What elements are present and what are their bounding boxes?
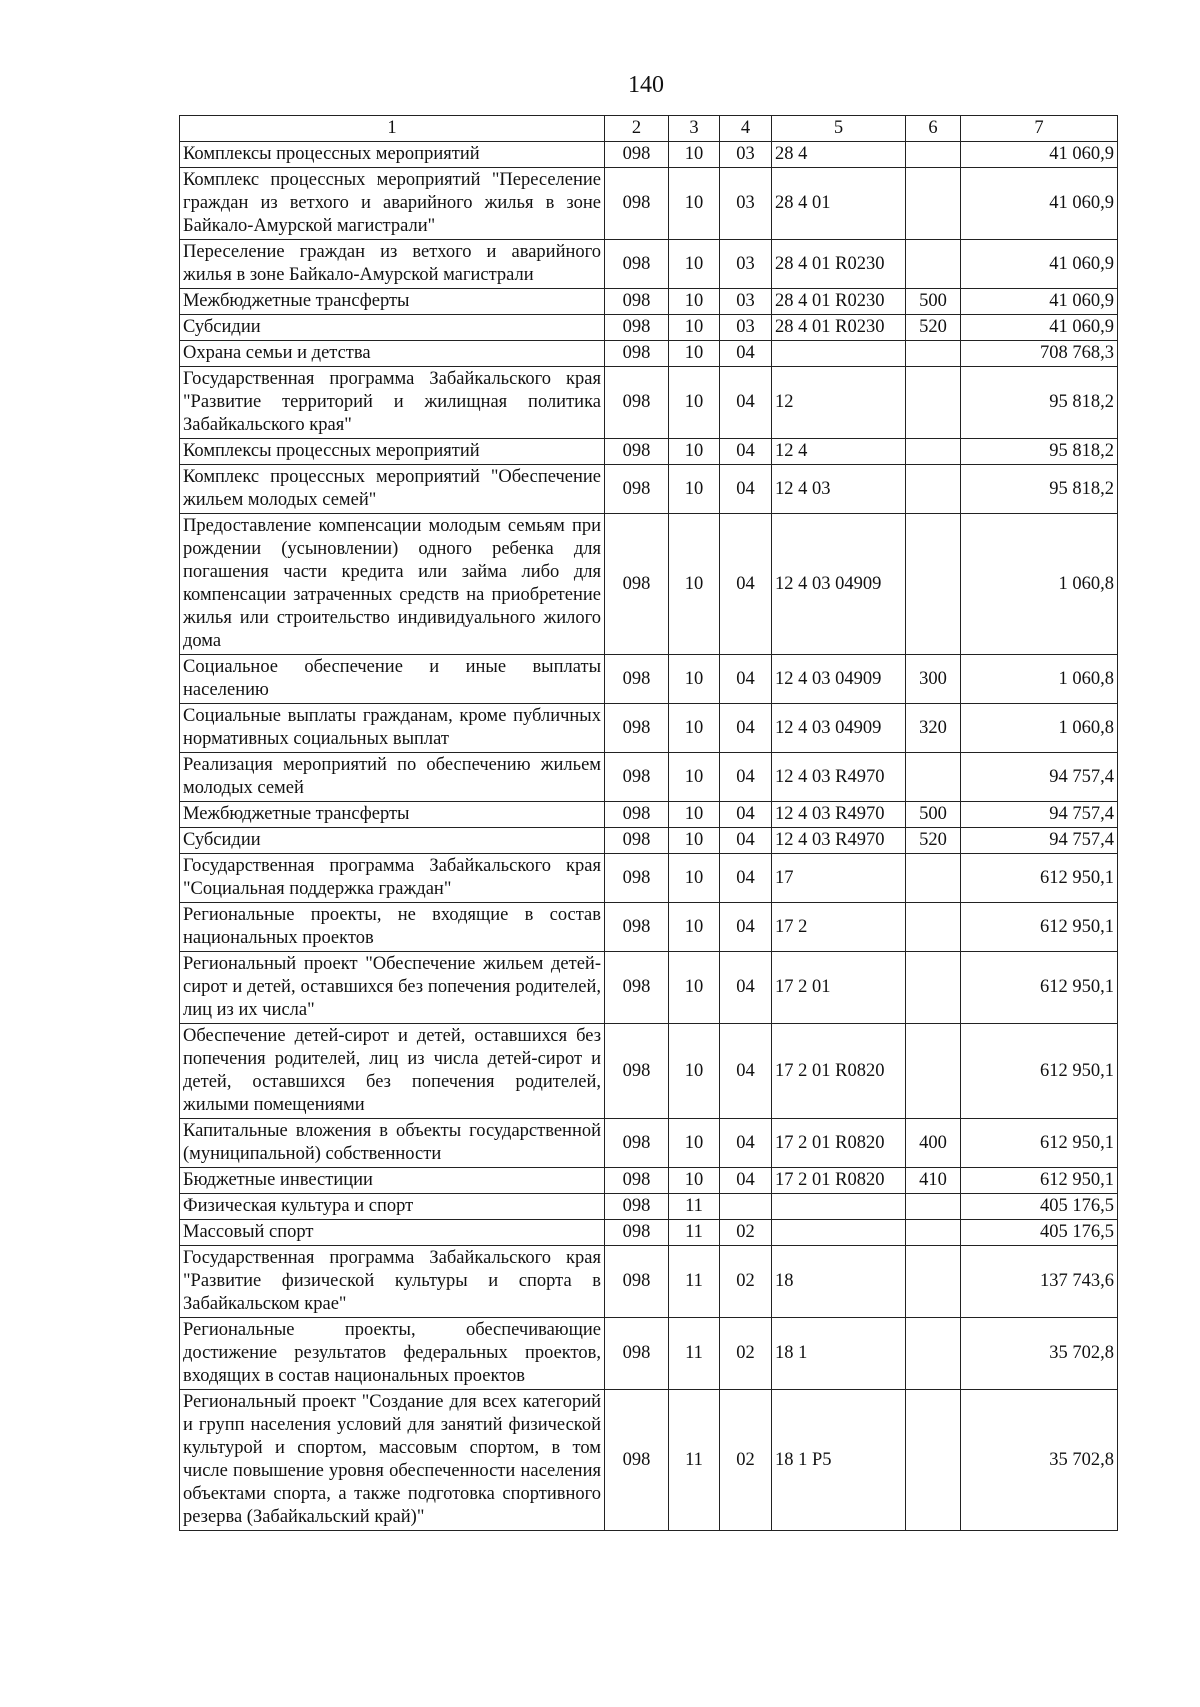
- row-section-cell: 10: [669, 168, 720, 240]
- row-target-code-cell: 17 2 01: [772, 952, 906, 1024]
- column-header: 6: [906, 116, 961, 142]
- row-admin-code-cell: 098: [605, 439, 669, 465]
- table-row: [180, 903, 1118, 952]
- row-name-cell: Реализация мероприятий по обеспечению жильем молодых семей: [180, 753, 605, 802]
- row-name-cell: Массовый спорт: [180, 1220, 605, 1246]
- row-admin-code-cell: 098: [605, 903, 669, 952]
- row-admin-code-cell: 098: [605, 240, 669, 289]
- row-amount-cell: 1 060,8: [961, 704, 1118, 753]
- column-header: 5: [772, 116, 906, 142]
- table-row: [180, 1220, 1118, 1246]
- row-name-cell: Межбюджетные трансферты: [180, 289, 605, 315]
- table-row: [180, 1024, 1118, 1119]
- row-admin-code-cell: 098: [605, 1168, 669, 1194]
- row-target-code-cell: 12 4 03 R4970: [772, 828, 906, 854]
- row-expense-type-cell: 410: [906, 1168, 961, 1194]
- table-row: [180, 439, 1118, 465]
- table-row: [180, 952, 1118, 1024]
- row-section-cell: 10: [669, 1024, 720, 1119]
- row-name-cell: Социальные выплаты гражданам, кроме публичных нормативных социальных выплат: [180, 704, 605, 753]
- row-admin-code-cell: 098: [605, 828, 669, 854]
- row-name-cell: Обеспечение детей-сирот и детей, оставшихся без попечения родителей, лиц из числа детей-сирот и детей, оставшихся без попечения родителей, жилыми помещениями: [180, 1024, 605, 1119]
- row-expense-type-cell: [906, 367, 961, 439]
- row-admin-code-cell: 098: [605, 1390, 669, 1531]
- row-section-cell: 10: [669, 240, 720, 289]
- table-row: [180, 142, 1118, 168]
- row-section-cell: 10: [669, 753, 720, 802]
- row-name-cell: Социальное обеспечение и иные выплаты населению: [180, 655, 605, 704]
- row-section-cell: 11: [669, 1318, 720, 1390]
- row-name-cell: Комплекс процессных мероприятий "Обеспечение жильем молодых семей": [180, 465, 605, 514]
- row-admin-code-cell: 098: [605, 704, 669, 753]
- row-amount-cell: 41 060,9: [961, 240, 1118, 289]
- row-amount-cell: 41 060,9: [961, 315, 1118, 341]
- row-name-cell: Межбюджетные трансферты: [180, 802, 605, 828]
- row-expense-type-cell: [906, 439, 961, 465]
- row-name-cell: Субсидии: [180, 828, 605, 854]
- row-name-cell: Субсидии: [180, 315, 605, 341]
- row-subsection-cell: 04: [720, 1024, 772, 1119]
- row-expense-type-cell: [906, 952, 961, 1024]
- row-amount-cell: 1 060,8: [961, 655, 1118, 704]
- row-target-code-cell: 28 4: [772, 142, 906, 168]
- row-amount-cell: 35 702,8: [961, 1390, 1118, 1531]
- row-name-cell: Региональный проект "Создание для всех категорий и групп населения условий для занятий физической культурой и спортом, массовым спортом, в том числе повышение уровня обеспеченности населения объектами спорта, а также подготовка спортивного резерва (Забайкальский край)": [180, 1390, 605, 1531]
- row-name-cell: Региональные проекты, не входящие в состав национальных проектов: [180, 903, 605, 952]
- row-amount-cell: 41 060,9: [961, 289, 1118, 315]
- row-name-cell: Комплекс процессных мероприятий "Переселение граждан из ветхого и аварийного жилья в зоне Байкало-Амурской магистрали": [180, 168, 605, 240]
- row-expense-type-cell: 520: [906, 828, 961, 854]
- table-row: [180, 1246, 1118, 1318]
- row-subsection-cell: 03: [720, 289, 772, 315]
- row-target-code-cell: 18 1: [772, 1318, 906, 1390]
- row-target-code-cell: 12 4 03 04909: [772, 514, 906, 655]
- row-name-cell: Государственная программа Забайкальского края "Развитие физической культуры и спорта в Забайкальском крае": [180, 1246, 605, 1318]
- row-admin-code-cell: 098: [605, 655, 669, 704]
- row-subsection-cell: 03: [720, 142, 772, 168]
- row-target-code-cell: 28 4 01 R0230: [772, 315, 906, 341]
- row-expense-type-cell: 320: [906, 704, 961, 753]
- row-amount-cell: 405 176,5: [961, 1194, 1118, 1220]
- row-subsection-cell: 04: [720, 341, 772, 367]
- row-amount-cell: 35 702,8: [961, 1318, 1118, 1390]
- row-amount-cell: 612 950,1: [961, 952, 1118, 1024]
- table-row: [180, 828, 1118, 854]
- row-name-cell: Переселение граждан из ветхого и аварийного жилья в зоне Байкало-Амурской магистрали: [180, 240, 605, 289]
- row-target-code-cell: 12: [772, 367, 906, 439]
- table-row: [180, 704, 1118, 753]
- row-expense-type-cell: 520: [906, 315, 961, 341]
- table-row: [180, 367, 1118, 439]
- row-subsection-cell: 04: [720, 1168, 772, 1194]
- row-expense-type-cell: [906, 168, 961, 240]
- row-section-cell: 10: [669, 1168, 720, 1194]
- row-subsection-cell: 04: [720, 1119, 772, 1168]
- table-row: [180, 1318, 1118, 1390]
- row-amount-cell: 612 950,1: [961, 1119, 1118, 1168]
- row-target-code-cell: 28 4 01 R0230: [772, 289, 906, 315]
- row-admin-code-cell: 098: [605, 142, 669, 168]
- row-expense-type-cell: [906, 753, 961, 802]
- row-subsection-cell: 04: [720, 514, 772, 655]
- row-target-code-cell: 17: [772, 854, 906, 903]
- row-admin-code-cell: 098: [605, 1119, 669, 1168]
- row-expense-type-cell: [906, 341, 961, 367]
- row-section-cell: 11: [669, 1220, 720, 1246]
- row-amount-cell: 94 757,4: [961, 802, 1118, 828]
- row-admin-code-cell: 098: [605, 465, 669, 514]
- row-subsection-cell: 03: [720, 315, 772, 341]
- row-expense-type-cell: 300: [906, 655, 961, 704]
- row-amount-cell: 612 950,1: [961, 1168, 1118, 1194]
- row-section-cell: 10: [669, 828, 720, 854]
- row-name-cell: Комплексы процессных мероприятий: [180, 142, 605, 168]
- table-row: [180, 240, 1118, 289]
- row-name-cell: Комплексы процессных мероприятий: [180, 439, 605, 465]
- row-admin-code-cell: 098: [605, 341, 669, 367]
- row-subsection-cell: 04: [720, 465, 772, 514]
- row-name-cell: Предоставление компенсации молодым семьям при рождении (усыновлении) одного ребенка для погашения части кредита или займа либо для компенсации затраченных средств на приобретение жилья или строительство индивидуального жилого дома: [180, 514, 605, 655]
- row-target-code-cell: [772, 1220, 906, 1246]
- row-subsection-cell: 04: [720, 828, 772, 854]
- row-subsection-cell: 04: [720, 704, 772, 753]
- row-target-code-cell: 17 2 01 R0820: [772, 1119, 906, 1168]
- table-row: [180, 514, 1118, 655]
- row-amount-cell: 41 060,9: [961, 168, 1118, 240]
- column-header: 3: [669, 116, 720, 142]
- row-amount-cell: 612 950,1: [961, 903, 1118, 952]
- row-name-cell: Региональные проекты, обеспечивающие достижение результатов федеральных проектов, входящих в состав национальных проектов: [180, 1318, 605, 1390]
- row-admin-code-cell: 098: [605, 802, 669, 828]
- table-row: [180, 465, 1118, 514]
- row-section-cell: 11: [669, 1194, 720, 1220]
- row-subsection-cell: 04: [720, 655, 772, 704]
- row-section-cell: 10: [669, 315, 720, 341]
- row-expense-type-cell: [906, 1246, 961, 1318]
- row-expense-type-cell: [906, 1220, 961, 1246]
- row-section-cell: 10: [669, 802, 720, 828]
- budget-table: [179, 115, 1118, 1531]
- row-section-cell: 10: [669, 289, 720, 315]
- row-section-cell: 11: [669, 1390, 720, 1531]
- row-subsection-cell: 04: [720, 753, 772, 802]
- row-amount-cell: 95 818,2: [961, 439, 1118, 465]
- row-subsection-cell: 03: [720, 168, 772, 240]
- row-subsection-cell: 04: [720, 903, 772, 952]
- row-admin-code-cell: 098: [605, 1246, 669, 1318]
- row-section-cell: 10: [669, 341, 720, 367]
- row-expense-type-cell: [906, 465, 961, 514]
- column-header: 1: [180, 116, 605, 142]
- row-admin-code-cell: 098: [605, 854, 669, 903]
- row-section-cell: 10: [669, 854, 720, 903]
- row-amount-cell: 94 757,4: [961, 753, 1118, 802]
- row-section-cell: 10: [669, 514, 720, 655]
- table-row: [180, 1390, 1118, 1531]
- row-section-cell: 10: [669, 903, 720, 952]
- row-subsection-cell: 04: [720, 802, 772, 828]
- row-expense-type-cell: [906, 903, 961, 952]
- row-amount-cell: 95 818,2: [961, 465, 1118, 514]
- table-row: [180, 341, 1118, 367]
- row-admin-code-cell: 098: [605, 514, 669, 655]
- table-row: [180, 168, 1118, 240]
- row-amount-cell: 137 743,6: [961, 1246, 1118, 1318]
- table-row: [180, 802, 1118, 828]
- row-admin-code-cell: 098: [605, 1220, 669, 1246]
- row-name-cell: Капитальные вложения в объекты государственной (муниципальной) собственности: [180, 1119, 605, 1168]
- page-number: 140: [628, 72, 664, 98]
- row-expense-type-cell: 500: [906, 289, 961, 315]
- table-row: [180, 655, 1118, 704]
- row-admin-code-cell: 098: [605, 753, 669, 802]
- column-header: 7: [961, 116, 1118, 142]
- row-amount-cell: 405 176,5: [961, 1220, 1118, 1246]
- row-target-code-cell: [772, 341, 906, 367]
- row-amount-cell: 95 818,2: [961, 367, 1118, 439]
- column-header: 2: [605, 116, 669, 142]
- row-amount-cell: 708 768,3: [961, 341, 1118, 367]
- row-admin-code-cell: 098: [605, 315, 669, 341]
- row-admin-code-cell: 098: [605, 168, 669, 240]
- row-expense-type-cell: [906, 240, 961, 289]
- row-expense-type-cell: [906, 1024, 961, 1119]
- row-name-cell: Государственная программа Забайкальского края "Развитие территорий и жилищная политика Забайкальского края": [180, 367, 605, 439]
- row-expense-type-cell: [906, 1194, 961, 1220]
- row-subsection-cell: [720, 1194, 772, 1220]
- row-amount-cell: 94 757,4: [961, 828, 1118, 854]
- row-target-code-cell: 18: [772, 1246, 906, 1318]
- row-target-code-cell: 28 4 01 R0230: [772, 240, 906, 289]
- row-section-cell: 10: [669, 465, 720, 514]
- row-subsection-cell: 04: [720, 439, 772, 465]
- row-expense-type-cell: [906, 854, 961, 903]
- table-row: [180, 1119, 1118, 1168]
- row-expense-type-cell: [906, 1318, 961, 1390]
- row-section-cell: 10: [669, 367, 720, 439]
- row-subsection-cell: 02: [720, 1318, 772, 1390]
- row-amount-cell: 612 950,1: [961, 854, 1118, 903]
- row-subsection-cell: 04: [720, 367, 772, 439]
- row-admin-code-cell: 098: [605, 367, 669, 439]
- row-section-cell: 11: [669, 1246, 720, 1318]
- row-amount-cell: 612 950,1: [961, 1024, 1118, 1119]
- row-admin-code-cell: 098: [605, 1194, 669, 1220]
- row-admin-code-cell: 098: [605, 1318, 669, 1390]
- row-target-code-cell: [772, 1194, 906, 1220]
- row-target-code-cell: 18 1 P5: [772, 1390, 906, 1531]
- row-amount-cell: 1 060,8: [961, 514, 1118, 655]
- row-target-code-cell: 17 2: [772, 903, 906, 952]
- column-header: 4: [720, 116, 772, 142]
- table-row: [180, 854, 1118, 903]
- row-subsection-cell: 04: [720, 854, 772, 903]
- row-name-cell: Бюджетные инвестиции: [180, 1168, 605, 1194]
- row-amount-cell: 41 060,9: [961, 142, 1118, 168]
- row-name-cell: Охрана семьи и детства: [180, 341, 605, 367]
- row-section-cell: 10: [669, 439, 720, 465]
- row-expense-type-cell: 500: [906, 802, 961, 828]
- table-row: [180, 289, 1118, 315]
- row-target-code-cell: 12 4 03 R4970: [772, 753, 906, 802]
- row-target-code-cell: 12 4: [772, 439, 906, 465]
- row-subsection-cell: 02: [720, 1390, 772, 1531]
- row-subsection-cell: 04: [720, 952, 772, 1024]
- row-subsection-cell: 02: [720, 1246, 772, 1318]
- row-subsection-cell: 03: [720, 240, 772, 289]
- row-target-code-cell: 17 2 01 R0820: [772, 1168, 906, 1194]
- table-row: [180, 753, 1118, 802]
- table-row: [180, 315, 1118, 341]
- row-section-cell: 10: [669, 655, 720, 704]
- row-target-code-cell: 28 4 01: [772, 168, 906, 240]
- row-admin-code-cell: 098: [605, 289, 669, 315]
- row-section-cell: 10: [669, 704, 720, 753]
- row-admin-code-cell: 098: [605, 1024, 669, 1119]
- table-row: [180, 1194, 1118, 1220]
- row-subsection-cell: 02: [720, 1220, 772, 1246]
- row-target-code-cell: 12 4 03 R4970: [772, 802, 906, 828]
- row-target-code-cell: 12 4 03 04909: [772, 704, 906, 753]
- row-expense-type-cell: 400: [906, 1119, 961, 1168]
- table-header-row: [180, 116, 1118, 142]
- row-section-cell: 10: [669, 142, 720, 168]
- row-name-cell: Государственная программа Забайкальского края "Социальная поддержка граждан": [180, 854, 605, 903]
- row-expense-type-cell: [906, 1390, 961, 1531]
- table-row: [180, 1168, 1118, 1194]
- row-name-cell: Региональный проект "Обеспечение жильем детей-сирот и детей, оставшихся без попечения родителей, лиц из их числа": [180, 952, 605, 1024]
- row-section-cell: 10: [669, 1119, 720, 1168]
- row-admin-code-cell: 098: [605, 952, 669, 1024]
- row-target-code-cell: 17 2 01 R0820: [772, 1024, 906, 1119]
- row-target-code-cell: 12 4 03: [772, 465, 906, 514]
- row-section-cell: 10: [669, 952, 720, 1024]
- row-expense-type-cell: [906, 514, 961, 655]
- row-name-cell: Физическая культура и спорт: [180, 1194, 605, 1220]
- row-expense-type-cell: [906, 142, 961, 168]
- row-target-code-cell: 12 4 03 04909: [772, 655, 906, 704]
